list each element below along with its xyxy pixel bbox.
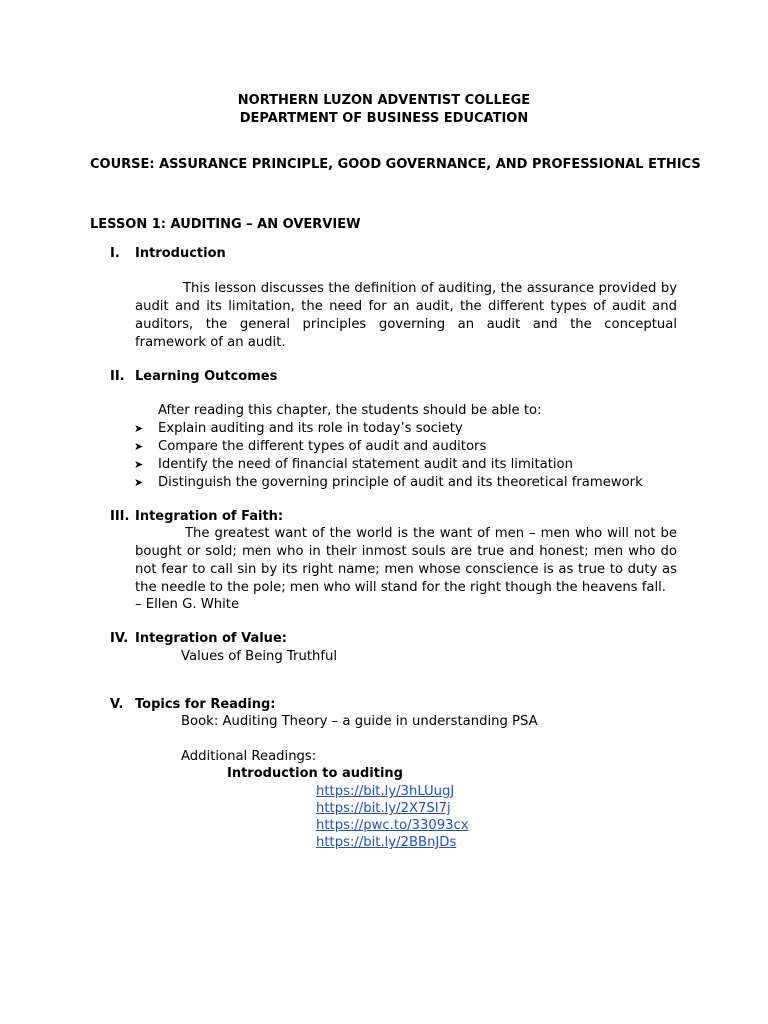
list-item: ➤ Distinguish the governing principle of audit and its theoretical framework [134, 475, 643, 490]
reading-subheading: Introduction to auditing [227, 766, 403, 781]
faith-attribution: – Ellen G. White [135, 597, 240, 612]
section-title-outcomes: Learning Outcomes [135, 369, 278, 384]
lesson-title: LESSON 1: AUDITING – AN OVERVIEW [90, 217, 361, 232]
section-numeral-value: IV. [110, 631, 129, 646]
section-title-reading: Topics for Reading: [135, 697, 276, 712]
arrowhead-right-icon: ➤ [134, 476, 144, 489]
reading-book: Book: Auditing Theory – a guide in understanding PSA [181, 714, 538, 729]
section-title-introduction: Introduction [135, 246, 226, 261]
outcomes-list [134, 420, 643, 492]
section-title-value: Integration of Value: [135, 631, 287, 646]
arrowhead-right-icon: ➤ [134, 458, 144, 471]
course-title: COURSE: ASSURANCE PRINCIPLE, GOOD GOVERNANCE, AND PROFESSIONAL ETHICS [90, 157, 701, 172]
faith-quote: The greatest want of the world is the want of men – men who will not be bought or sold; men who in their inmost souls are true and honest; men who do not fear to call sin by its right name; men whose conscience is as true to duty as the needle to the pole; men who will stand for the right though the heavens fall. [135, 526, 677, 595]
reading-link-3[interactable]: https://pwc.to/33093cx [316, 818, 469, 833]
additional-readings-label: Additional Readings: [181, 749, 317, 764]
list-item: ➤ Compare the different types of audit and auditors [134, 439, 487, 454]
department-name: DEPARTMENT OF BUSINESS EDUCATION [239, 111, 529, 126]
outcomes-lead: After reading this chapter, the students should be able to: [158, 403, 542, 418]
section-numeral-reading: V. [110, 697, 124, 712]
section-numeral-introduction: I. [110, 246, 120, 261]
reading-link-2[interactable]: https://bit.ly/2X7SI7j [316, 801, 451, 816]
list-item: ➤ Identify the need of financial statement audit and its limitation [134, 457, 573, 472]
arrowhead-right-icon: ➤ [134, 422, 144, 435]
value-text: Values of Being Truthful [181, 649, 338, 664]
section-numeral-outcomes: II. [110, 369, 125, 384]
introduction-paragraph: This lesson discusses the definition of auditing, the assurance provided by audit and its limitation, the need for an audit, the different types of audit and auditors, the general principles governing an audit and the conceptual framework of an audit. [135, 281, 677, 350]
college-name: NORTHERN LUZON ADVENTIST COLLEGE [237, 93, 531, 108]
section-numeral-faith: III. [110, 509, 130, 524]
list-item: ➤ Explain auditing and its role in today’s society [134, 421, 463, 436]
arrowhead-right-icon: ➤ [134, 440, 144, 453]
reading-link-4[interactable]: https://bit.ly/2BBnJDs [316, 835, 457, 850]
reading-link-1[interactable]: https://bit.ly/3hLUugJ [316, 784, 455, 799]
section-title-faith: Integration of Faith: [135, 509, 284, 524]
